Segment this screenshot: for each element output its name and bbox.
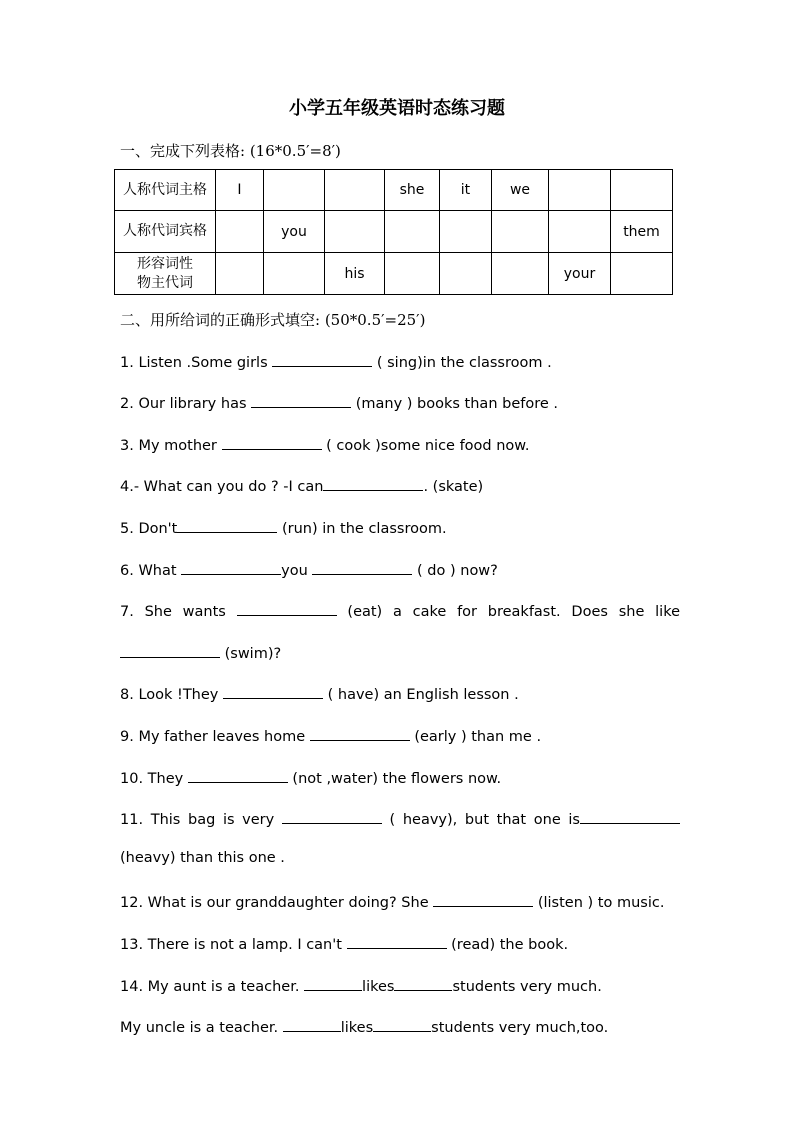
question-text: ( heavy), but that one is <box>381 812 580 828</box>
answer-blank[interactable] <box>580 808 680 824</box>
question-text: you <box>281 563 313 579</box>
question-text: 8. Look !They <box>120 687 223 703</box>
question-text: . (skate) <box>423 479 484 495</box>
answer-blank[interactable] <box>394 975 452 991</box>
question-text: My uncle is a teacher. <box>120 1020 283 1036</box>
answer-blank[interactable] <box>373 1016 431 1032</box>
answer-blank[interactable] <box>283 1016 341 1032</box>
answer-blank[interactable] <box>347 933 447 949</box>
question-7 <box>120 600 680 620</box>
table-cell <box>264 170 325 211</box>
row-header-object: 人称代词宾格 <box>115 211 216 253</box>
table-cell <box>385 253 440 295</box>
table-cell <box>264 253 325 295</box>
table-cell: we <box>492 170 549 211</box>
question-text: (read) the book. <box>446 937 569 953</box>
question-1 <box>120 351 680 371</box>
table-cell <box>440 211 492 253</box>
table-row-object <box>115 211 673 253</box>
table-cell <box>611 170 673 211</box>
question-text: 14. My aunt is a teacher. <box>120 979 305 995</box>
question-text: (heavy) than this one . <box>120 850 285 866</box>
answer-blank[interactable] <box>433 891 533 907</box>
question-text: 3. My mother <box>120 438 222 454</box>
row-header-line2: 物主代词 <box>137 274 193 291</box>
question-text: 1. Listen .Some girls <box>120 355 273 371</box>
question-text: ( sing)in the classroom . <box>372 355 552 371</box>
section2-heading: 二、用所给词的正确形式填空: (50*0.5′=25′) <box>120 311 426 329</box>
question-text: likes <box>362 979 395 995</box>
question-text: (run) in the classroom. <box>277 521 447 537</box>
question-2 <box>120 392 680 412</box>
question-text: ( cook )some nice food now. <box>321 438 530 454</box>
question-14-cont <box>120 1016 680 1036</box>
question-text: 6. What <box>120 563 182 579</box>
question-text: 2. Our library has <box>120 396 252 412</box>
question-text: (many ) books than before . <box>351 396 558 412</box>
question-14 <box>120 975 680 995</box>
question-text: 10. They <box>120 771 188 787</box>
table-cell: your <box>549 253 611 295</box>
question-text: 12. What is our granddaughter doing? She <box>120 895 434 911</box>
question-text: 4.- What can you do ? -I can <box>120 479 324 495</box>
answer-blank[interactable] <box>222 434 322 450</box>
pronoun-table <box>114 169 673 295</box>
table-cell: she <box>385 170 440 211</box>
answer-blank[interactable] <box>272 351 372 367</box>
table-cell <box>385 211 440 253</box>
answer-blank[interactable] <box>177 517 277 533</box>
answer-blank[interactable] <box>181 559 281 575</box>
row-header-subject: 人称代词主格 <box>115 170 216 211</box>
question-11 <box>120 808 680 828</box>
question-7-cont <box>120 642 680 662</box>
question-text: (listen ) to music. <box>533 895 665 911</box>
question-11-cont <box>120 850 680 866</box>
page-title: 小学五年级英语时态练习题 <box>289 98 505 119</box>
question-10 <box>120 767 680 787</box>
question-text: (eat) a cake for breakfast. Does she like <box>336 604 680 620</box>
question-text: 13. There is not a lamp. I can't <box>120 937 347 953</box>
table-cell <box>492 253 549 295</box>
question-9 <box>120 725 680 745</box>
answer-blank[interactable] <box>323 475 423 491</box>
table-row-possessive <box>115 253 673 295</box>
row-header-line1: 形容词性 <box>137 255 193 272</box>
answer-blank[interactable] <box>237 600 337 616</box>
table-cell: you <box>264 211 325 253</box>
table-cell <box>549 211 611 253</box>
answer-blank[interactable] <box>312 559 412 575</box>
question-6 <box>120 559 680 579</box>
answer-blank[interactable] <box>188 767 288 783</box>
question-text: 11. This bag is very <box>120 812 282 828</box>
row-header-possessive <box>115 253 216 295</box>
table-cell <box>492 211 549 253</box>
table-cell: I <box>216 170 264 211</box>
table-cell <box>216 253 264 295</box>
question-8 <box>120 683 680 703</box>
table-cell <box>325 211 385 253</box>
table-cell <box>216 211 264 253</box>
table-cell <box>611 253 673 295</box>
table-cell <box>549 170 611 211</box>
table-cell: them <box>611 211 673 253</box>
table-cell <box>325 170 385 211</box>
question-text: students very much,too. <box>431 1020 609 1036</box>
table-row-subject <box>115 170 673 211</box>
question-5 <box>120 517 680 537</box>
question-text: 9. My father leaves home <box>120 729 310 745</box>
question-text: (not ,water) the flowers now. <box>287 771 502 787</box>
answer-blank[interactable] <box>310 725 410 741</box>
table-cell: it <box>440 170 492 211</box>
question-13 <box>120 933 680 953</box>
question-text: (swim)? <box>220 646 282 662</box>
answer-blank[interactable] <box>120 642 220 658</box>
question-4 <box>120 475 680 495</box>
answer-blank[interactable] <box>223 683 323 699</box>
question-text: 7. She wants <box>120 604 237 620</box>
question-text: ( do ) now? <box>412 563 498 579</box>
question-12 <box>120 891 680 911</box>
answer-blank[interactable] <box>304 975 362 991</box>
question-text: students very much. <box>452 979 602 995</box>
question-text: (early ) than me . <box>409 729 542 745</box>
answer-blank[interactable] <box>282 808 382 824</box>
question-3 <box>120 434 680 454</box>
question-text: likes <box>340 1020 374 1036</box>
table-cell <box>440 253 492 295</box>
question-text: ( have) an English lesson . <box>323 687 519 703</box>
table-cell: his <box>325 253 385 295</box>
question-text: 5. Don't <box>120 521 178 537</box>
answer-blank[interactable] <box>251 392 351 408</box>
section1-heading: 一、完成下列表格: (16*0.5′=8′) <box>120 142 341 160</box>
